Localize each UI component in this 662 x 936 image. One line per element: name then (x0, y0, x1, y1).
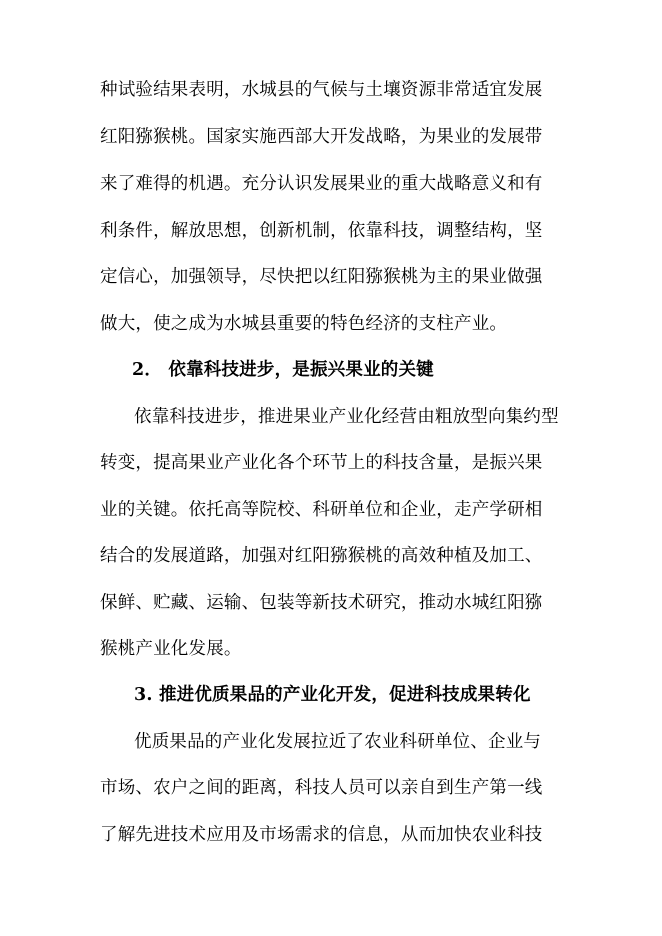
paragraph-2-line-3: 业的关键。依托高等院校、科研单位和企业，走产学研相 (100, 500, 543, 520)
paragraph-2-line-5: 保鲜、贮藏、运输、包装等新技术研究，推动水城红阳猕 (100, 593, 543, 613)
paragraph-3-line-1: 优质果品的产业化发展拉近了农业科研单位、企业与 (134, 732, 542, 752)
paragraph-3-line-2: 市场、农户之间的距离，科技人员可以亲自到生产第一线 (100, 778, 543, 798)
paragraph-1-line-3: 来了难得的机遇。充分认识发展果业的重大战略意义和有 (100, 174, 543, 194)
paragraph-1-line-4: 利条件，解放思想，创新机制，依靠科技，调整结构，坚 (100, 221, 543, 241)
section-heading-3: 3. 推进优质果品的产业化开发，促进科技成果转化 (134, 685, 531, 705)
paragraph-1-line-6: 做大，使之成为水城县重要的特色经济的支柱产业。 (100, 314, 508, 334)
paragraph-1-line-5: 定信心，加强领导，尽快把以红阳猕猴桃为主的果业做强 (100, 267, 543, 287)
paragraph-3-line-3: 了解先进技术应用及市场需求的信息，从而加快农业科技 (100, 825, 543, 845)
paragraph-2-line-4: 结合的发展道路，加强对红阳猕猴桃的高效种植及加工、 (100, 546, 543, 566)
section-heading-2: 2． 依靠科技进步，是振兴果业的关键 (132, 360, 434, 380)
paragraph-2-line-6: 猴桃产业化发展。 (100, 639, 242, 659)
paragraph-1-line-2: 红阳猕猴桃。国家实施西部大开发战略，为果业的发展带 (100, 127, 543, 147)
paragraph-1-line-1: 种试验结果表明，水城县的气候与土壤资源非常适宜发展 (100, 80, 543, 100)
paragraph-2-line-2: 转变，提高果业产业化各个环节上的科技含量，是振兴果 (100, 453, 543, 473)
paragraph-2-line-1: 依靠科技进步，推进果业产业化经营由粗放型向集约型 (134, 407, 559, 427)
